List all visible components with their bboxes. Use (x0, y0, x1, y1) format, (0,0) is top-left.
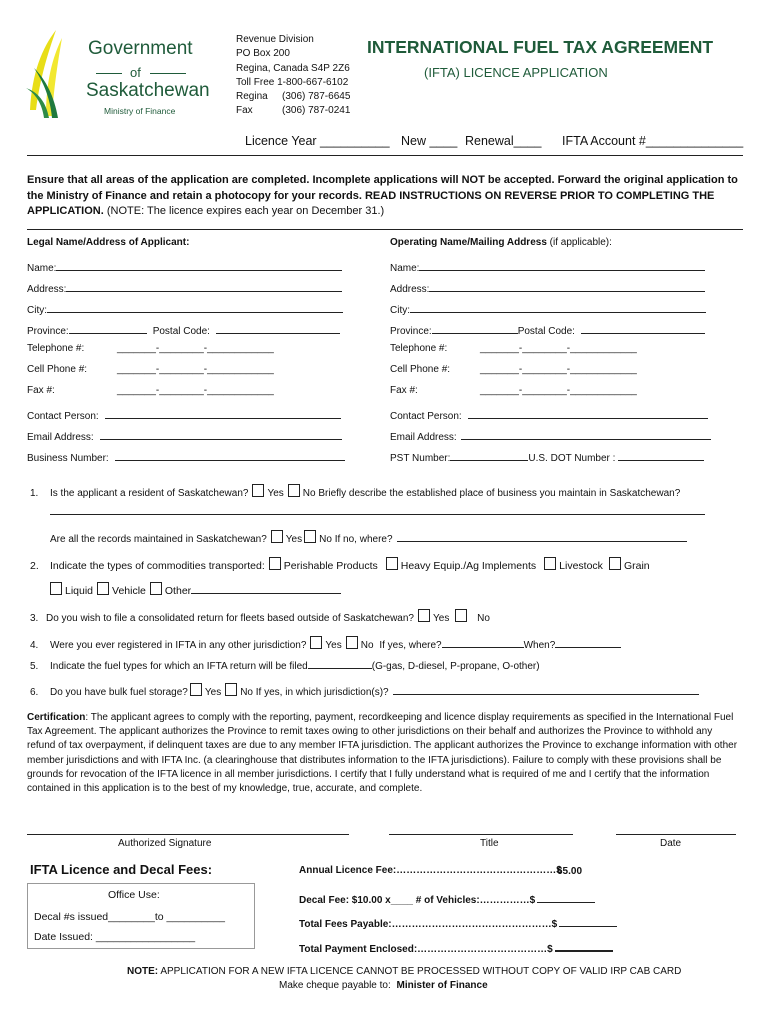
decal-issued-field[interactable]: Decal #s issued________to __________ (34, 911, 225, 923)
fees-heading: IFTA Licence and Decal Fees: (30, 862, 213, 877)
grain-checkbox[interactable] (609, 557, 621, 570)
question-2: 2. Indicate the types of commodities transported: Perishable Products Heavy Equip./Ag Implements Livestock Grain (30, 557, 650, 572)
address-line: PO Box 200 (236, 48, 290, 60)
form-subtitle: (IFTA) LICENCE APPLICATION (424, 65, 608, 80)
footer-cheque: Make cheque payable to: Minister of Finance (279, 980, 488, 991)
operating-name-header: Operating Name/Mailing Address (if applicable): (390, 237, 612, 248)
question-2-row2: Liquid Vehicle Other (46, 582, 341, 597)
divider (27, 229, 743, 230)
liquid-checkbox[interactable] (50, 582, 62, 595)
address-line: Revenue Division (236, 34, 314, 45)
logo-of-row (88, 66, 188, 80)
logo-government: Government (88, 38, 193, 59)
title-line[interactable] (389, 834, 573, 835)
address-block (236, 33, 350, 119)
date-line[interactable] (616, 834, 736, 835)
vehicle-checkbox[interactable] (97, 582, 109, 595)
question-1-records: Are all the records maintained in Saskatchewan? Yes No If no, where? (50, 530, 687, 545)
legal-name-header: Legal Name/Address of Applicant: (27, 237, 190, 248)
right-fax-row[interactable]: Fax #: _______-________-____________ (390, 385, 637, 396)
total-payment-row[interactable]: Total Payment Enclosed:…………………………………$ (299, 939, 613, 955)
q6-no-checkbox[interactable] (225, 683, 237, 696)
q1-no-checkbox[interactable] (288, 484, 300, 497)
q3-no-checkbox[interactable] (455, 609, 467, 622)
heavy-equip-checkbox[interactable] (386, 557, 398, 570)
left-fax-row[interactable]: Fax #: _______-________-____________ (27, 385, 274, 396)
address-line: Regina, Canada S4P 2Z6 (236, 62, 350, 74)
q1-yes-checkbox[interactable] (252, 484, 264, 497)
title-label: Title (480, 838, 499, 849)
right-contact-row[interactable]: Contact Person: (390, 407, 708, 422)
footer-note: NOTE: APPLICATION FOR A NEW IFTA LICENCE CANNOT BE PROCESSED WITHOUT COPY OF VALID IRP CAB CARD (127, 966, 682, 977)
logo-ministry: Ministry of Finance (104, 106, 176, 116)
regina-phone-row: Regina (306) 787-6645 (236, 91, 351, 103)
question-6: 6. Do you have bulk fuel storage? Yes No If yes, in which jurisdiction(s)? (30, 683, 699, 698)
intro-note: (NOTE: The licence expires each year on December 31.) (103, 205, 385, 217)
licence-year-field[interactable]: Licence Year __________ (245, 134, 390, 148)
annual-licence-fee: Annual Licence Fee:…………………………………………$ (299, 865, 562, 876)
q4-no-checkbox[interactable] (346, 636, 358, 649)
left-city-row[interactable]: City: (27, 301, 343, 316)
logo-of: of (130, 65, 141, 80)
left-address-row[interactable]: Address: (27, 280, 342, 295)
q6-yes-checkbox[interactable] (190, 683, 202, 696)
ifta-account-field[interactable]: IFTA Account #______________ (562, 134, 744, 148)
certification-paragraph: Certification: The applicant agrees to comply with the reporting, payment, recordkeeping and licence display requirements as specified in the International Fuel Tax Agreement. The applicant authorizes the Province to remit taxes owing to other jurisdictions on their behalf and authorizes the Province to withhold any refund of tax overpayment, if delinquent taxes are due to any member IFTA jurisdiction. The applicant authorizes the Province to exchange information with other member jurisdictions and with IFTA Inc. (a clearinghouse that distributes information to the IFTA jurisdictions). Failure to comply with these provisions shall be grounds for revocation of the IFTA licence in all member jurisdictions. I certify that I fully understand what is required of me and I certify that the information contained in this application is to the best of my knowledge, true, accurate, and complete. (27, 712, 738, 795)
perishable-checkbox[interactable] (269, 557, 281, 570)
left-telephone-row[interactable]: Telephone #: _______-________-____________ (27, 343, 274, 354)
right-city-row[interactable]: City: (390, 301, 706, 316)
left-province-row[interactable]: Province: Postal Code: (27, 322, 340, 337)
saskatchewan-logo (22, 28, 222, 120)
q1-records-yes-checkbox[interactable] (271, 530, 283, 543)
left-cell-row[interactable]: Cell Phone #: _______-________-____________ (27, 364, 274, 375)
question-3: 3. Do you wish to file a consolidated return for fleets based outside of Saskatchewan? Yes No (30, 609, 490, 624)
right-telephone-row[interactable]: Telephone #: _______-________-____________ (390, 343, 637, 354)
left-contact-row[interactable]: Contact Person: (27, 407, 341, 422)
livestock-checkbox[interactable] (544, 557, 556, 570)
annual-licence-fee-value: 65.00 (557, 866, 583, 877)
logo-saskatchewan: Saskatchewan (86, 80, 210, 101)
fax-phone-row: Fax (306) 787-0241 (236, 105, 351, 117)
right-email-row[interactable]: Email Address: (390, 428, 711, 443)
q4-yes-checkbox[interactable] (310, 636, 322, 649)
date-label: Date (660, 838, 682, 849)
q1-records-no-checkbox[interactable] (304, 530, 316, 543)
renewal-field[interactable]: Renewal____ (465, 134, 542, 148)
new-field[interactable]: New ____ (401, 134, 458, 148)
intro-bold: Ensure that all areas of the application are completed. Incomplete applications will NOT be accepted. Forward the original application to the Ministry of Finance and retain a photocopy for your records. READ INSTRUCTIONS ON REVERSE PRIOR TO COMPLETING THE APPLICATION. (27, 174, 738, 217)
other-checkbox[interactable] (150, 582, 162, 595)
wheat-sheaf-icon (22, 28, 82, 120)
right-province-row[interactable]: Province: Postal Code: (390, 322, 705, 337)
decal-fee-row[interactable]: Decal Fee: $10.00 x____ # of Vehicles:……………$ (299, 891, 595, 906)
question-4: 4. Were you ever registered in IFTA in any other jurisdiction? Yes No If yes, where? When? (30, 636, 621, 651)
question-5: 5. Indicate the fuel types for which an IFTA return will be filed (G-gas, D-diesel, P-propane, O-other) (30, 657, 540, 672)
q3-yes-checkbox[interactable] (418, 609, 430, 622)
q1-describe-line[interactable] (50, 514, 705, 515)
right-cell-row[interactable]: Cell Phone #: _______-________-____________ (390, 364, 637, 375)
address-line: Toll Free 1-800-667-6102 (236, 76, 349, 88)
total-fees-row[interactable]: Total Fees Payable:…………………………………………$ (299, 915, 617, 930)
office-use-box (27, 883, 255, 949)
right-name-row[interactable]: Name: (390, 259, 705, 274)
date-issued-field[interactable]: Date Issued: _________________ (34, 931, 196, 943)
left-business-row[interactable]: Business Number: (27, 449, 345, 464)
intro-paragraph (27, 173, 747, 220)
authorized-signature-label: Authorized Signature (118, 838, 212, 849)
office-use-label: Office Use: (108, 889, 160, 901)
left-name-row[interactable]: Name: (27, 259, 342, 274)
left-email-row[interactable]: Email Address: (27, 428, 342, 443)
question-1: 1. Is the applicant a resident of Saskatchewan? Yes No Briefly describe the established place of business you maintain in Saskatchewan? (30, 484, 680, 499)
divider (27, 155, 743, 156)
signature-line[interactable] (27, 834, 349, 835)
right-address-row[interactable]: Address: (390, 280, 705, 295)
form-title: INTERNATIONAL FUEL TAX AGREEMENT (367, 37, 714, 57)
right-pst-row[interactable]: PST Number: U.S. DOT Number : (390, 449, 704, 464)
